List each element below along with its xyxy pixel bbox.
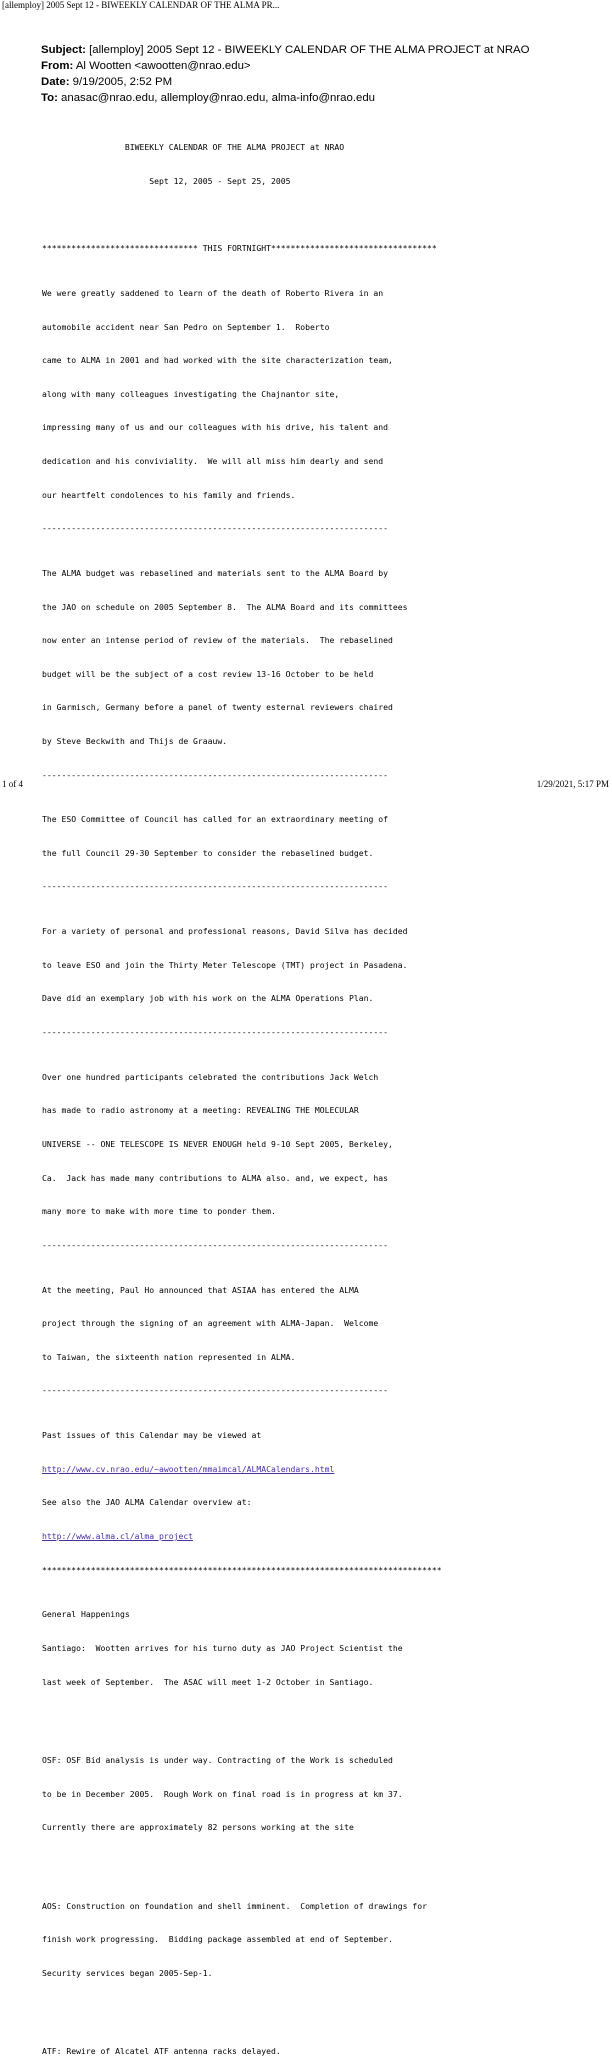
osf-line: OSF: OSF Bid analysis is under way. Contracting of the Work is scheduled <box>42 1754 393 1765</box>
message-body <box>42 120 582 2069</box>
dash-rule: ----------------------------------------------------------------------- <box>42 769 388 780</box>
santiago-line: last week of September. The ASAC will meet 1-2 October in Santiago. <box>42 1676 374 1687</box>
dash-rule: ----------------------------------------------------------------------- <box>42 1239 388 1250</box>
paragraph-line: budget will be the subject of a cost review 13-16 October to be held <box>42 668 374 679</box>
paragraph-line: by Steve Beckwith and Thijs de Graauw. <box>42 735 228 746</box>
aos-line: finish work progressing. Bidding package assembled at end of September. <box>42 1934 393 1945</box>
paragraph-line: along with many colleagues investigating the Chajnantor site, <box>42 388 340 399</box>
paragraph-line: came to ALMA in 2001 and had worked with the site characterization team, <box>42 355 393 366</box>
print-timestamp: 1/29/2021, 5:17 PM <box>536 779 609 789</box>
paragraph-line: to leave ESO and join the Thirty Meter Telescope (TMT) project in Pasadena. <box>42 959 408 970</box>
paragraph-line: dedication and his conviviality. We will all miss him dearly and send <box>42 455 384 466</box>
aos-line: AOS: Construction on foundation and shell imminent. Completion of drawings for <box>42 1900 427 1911</box>
date-label: Date: <box>41 76 70 88</box>
santiago-line: Santiago: Wootten arrives for his turno duty as JAO Project Scientist the <box>42 1642 403 1653</box>
to-row <box>41 90 581 106</box>
paragraph-line: Dave did an exemplary job with his work on the ALMA Operations Plan. <box>42 993 374 1004</box>
past-issues-link[interactable]: http://www.cv.nrao.edu/~awootten/mmaimcal/ALMACalendars.html <box>42 1463 335 1474</box>
paragraph-line: The ESO Committee of Council has called for an extraordinary meeting of <box>42 814 388 825</box>
blank-line <box>42 1710 582 1721</box>
paragraph-line: project through the signing of an agreement with ALMA-Japan. Welcome <box>42 1318 379 1329</box>
subject-value: [allemploy] 2005 Sept 12 - BIWEEKLY CALENDAR OF THE ALMA PROJECT at NRAO <box>89 44 530 56</box>
paragraph-line: the JAO on schedule on 2005 September 8. The ALMA Board and its committees <box>42 601 408 612</box>
dash-rule: ----------------------------------------------------------------------- <box>42 881 388 892</box>
dash-rule: ----------------------------------------------------------------------- <box>42 523 388 534</box>
to-value: anasac@nrao.edu, allemploy@nrao.edu, alma-info@nrao.edu <box>61 92 375 104</box>
paragraph-line: many more to make with more time to ponder them. <box>42 1206 276 1217</box>
blank-line <box>42 1856 582 1867</box>
from-label: From: <box>41 60 74 72</box>
blank-line <box>42 2001 582 2012</box>
to-label: To: <box>41 92 58 104</box>
paragraph-line: UNIVERSE -- ONE TELESCOPE IS NEVER ENOUGH held 9-10 Sept 2005, Berkeley, <box>42 1139 393 1150</box>
date-row <box>41 74 581 90</box>
paragraph-line: For a variety of personal and professional reasons, David Silva has decided <box>42 926 408 937</box>
email-headers <box>41 42 581 106</box>
osf-line: to be in December 2005. Rough Work on final road is in progress at km 37. <box>42 1788 403 1799</box>
star-rule: ********************************************************************************** <box>42 1564 442 1575</box>
paragraph-line: Ca. Jack has made many contributions to ALMA also. and, we expect, has <box>42 1172 388 1183</box>
subject-row <box>41 42 581 58</box>
paragraph-line: We were greatly saddened to learn of the death of Roberto Rivera in an <box>42 287 384 298</box>
paragraph-line: impressing many of us and our colleagues with his drive, his talent and <box>42 422 388 433</box>
dash-rule: ----------------------------------------------------------------------- <box>42 1027 388 1038</box>
osf-line: Currently there are approximately 82 persons working at the site <box>42 1822 354 1833</box>
paragraph-line: automobile accident near San Pedro on September 1. Roberto <box>42 321 330 332</box>
paragraph-line: in Garmisch, Germany before a panel of twenty esternal reviewers chaired <box>42 702 393 713</box>
date-value: 9/19/2005, 2:52 PM <box>72 76 173 88</box>
jao-calendar-link[interactable]: http://www.alma.cl/alma_project <box>42 1530 194 1541</box>
subject-label: Subject: <box>41 44 86 56</box>
print-header-title: [allemploy] 2005 Sept 12 - BIWEEKLY CALENDAR OF THE ALMA PR... <box>2 0 280 10</box>
past-issues-text: Past issues of this Calendar may be viewed at <box>42 1430 262 1441</box>
blank-line <box>42 210 582 221</box>
jao-calendar-text: See also the JAO ALMA Calendar overview at: <box>42 1497 252 1508</box>
dash-rule: ----------------------------------------------------------------------- <box>42 1385 388 1396</box>
calendar-title-line-1: BIWEEKLY CALENDAR OF THE ALMA PROJECT at NRAO <box>42 142 345 153</box>
paragraph-line: The ALMA budget was rebaselined and materials sent to the ALMA Board by <box>42 567 388 578</box>
paragraph-line: to Taiwan, the sixteenth nation represented in ALMA. <box>42 1351 296 1362</box>
from-row <box>41 58 581 74</box>
general-happenings-heading: General Happenings <box>42 1609 130 1620</box>
paragraph-line: now enter an intense period of review of the materials. The rebaselined <box>42 635 393 646</box>
aos-line: Security services began 2005-Sep-1. <box>42 1967 213 1978</box>
paragraph-line: the full Council 29-30 September to consider the rebaselined budget. <box>42 847 374 858</box>
fortnight-rule: ******************************** THIS FORTNIGHT********************************** <box>42 243 437 254</box>
calendar-title-line-2: Sept 12, 2005 - Sept 25, 2005 <box>42 176 291 186</box>
paragraph-line: Over one hundred participants celebrated the contributions Jack Welch <box>42 1071 379 1082</box>
from-value: Al Wootten <awootten@nrao.edu> <box>75 60 251 72</box>
page-number: 1 of 4 <box>2 779 23 789</box>
paragraph-line: our heartfelt condolences to his family and friends. <box>42 489 296 500</box>
atf-line: ATF: Rewire of Alcatel ATF antenna racks delayed. <box>42 2046 281 2057</box>
paragraph-line: has made to radio astronomy at a meeting: REVEALING THE MOLECULAR <box>42 1105 359 1116</box>
paragraph-line: At the meeting, Paul Ho announced that ASIAA has entered the ALMA <box>42 1284 359 1295</box>
